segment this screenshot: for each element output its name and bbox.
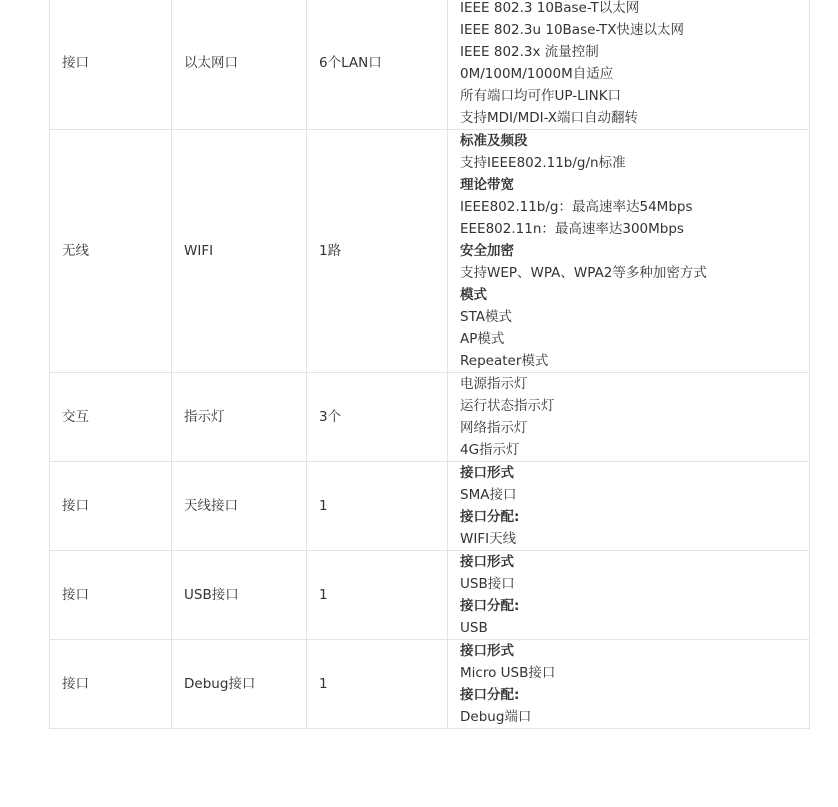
table-row <box>50 640 810 729</box>
detail-line: Repeater模式 <box>460 353 549 369</box>
detail-line: 0M/100M/1000M自适应 <box>460 66 614 82</box>
name-cell: 天线接口 <box>172 462 307 551</box>
detail-line: 运行状态指示灯 <box>460 398 555 414</box>
qty-cell: 1 <box>307 640 448 729</box>
table-row <box>50 0 810 130</box>
detail-line: 电源指示灯 <box>460 376 528 392</box>
detail-heading: 安全加密 <box>460 243 514 259</box>
name-cell: 指示灯 <box>172 373 307 462</box>
qty-cell: 6个LAN口 <box>307 0 448 130</box>
qty-cell: 1 <box>307 462 448 551</box>
detail-heading: 模式 <box>460 287 487 303</box>
table-row <box>50 462 810 551</box>
category-cell: 无线 <box>50 130 172 373</box>
spec-table-body <box>50 0 810 729</box>
detail-line: IEEE802.11b/g：最高速率达54Mbps <box>460 199 693 215</box>
detail-line: 4G指示灯 <box>460 442 520 458</box>
detail-heading: 接口形式 <box>460 643 514 659</box>
detail-line: WIFI天线 <box>460 531 517 547</box>
qty-cell: 1路 <box>307 130 448 373</box>
table-row <box>50 373 810 462</box>
detail-heading: 接口形式 <box>460 554 514 570</box>
detail-line: EEE802.11n：最高速率达300Mbps <box>460 221 684 237</box>
category-cell: 接口 <box>50 0 172 130</box>
detail-line: SMA接口 <box>460 487 517 503</box>
detail-heading: 接口分配: <box>460 687 520 703</box>
detail-line: IEEE 802.3u 10Base-TX快速以太网 <box>460 22 685 38</box>
detail-line: USB接口 <box>460 576 515 592</box>
name-cell: WIFI <box>172 130 307 373</box>
detail-line: 所有端口均可作UP-LINK口 <box>460 88 622 104</box>
detail-line: Micro USB接口 <box>460 665 556 681</box>
detail-line: 支持WEP、WPA、WPA2等多种加密方式 <box>460 265 707 281</box>
category-cell: 交互 <box>50 373 172 462</box>
detail-line: USB <box>460 620 488 636</box>
detail-line: IEEE 802.3x 流量控制 <box>460 44 599 60</box>
detail-line: 网络指示灯 <box>460 420 528 436</box>
detail-cell <box>448 0 810 130</box>
detail-cell <box>448 130 810 373</box>
detail-heading: 接口分配: <box>460 509 520 525</box>
detail-heading: 接口形式 <box>460 465 514 481</box>
detail-heading: 标准及频段 <box>460 133 528 149</box>
qty-cell: 3个 <box>307 373 448 462</box>
detail-line: IEEE 802.3 10Base-T以太网 <box>460 0 640 16</box>
name-cell: USB接口 <box>172 551 307 640</box>
detail-line: Debug端口 <box>460 709 532 725</box>
detail-cell <box>448 551 810 640</box>
detail-line: 支持MDI/MDI-X端口自动翻转 <box>460 110 639 126</box>
category-cell: 接口 <box>50 551 172 640</box>
spec-table <box>49 0 810 729</box>
qty-cell: 1 <box>307 551 448 640</box>
table-row <box>50 551 810 640</box>
detail-heading: 理论带宽 <box>460 177 514 193</box>
detail-cell <box>448 640 810 729</box>
detail-line: 支持IEEE802.11b/g/n标准 <box>460 155 626 171</box>
detail-line: AP模式 <box>460 331 505 347</box>
detail-heading: 接口分配: <box>460 598 520 614</box>
name-cell: 以太网口 <box>172 0 307 130</box>
name-cell: Debug接口 <box>172 640 307 729</box>
table-row <box>50 130 810 373</box>
detail-cell <box>448 462 810 551</box>
detail-line: STA模式 <box>460 309 513 325</box>
category-cell: 接口 <box>50 462 172 551</box>
detail-cell <box>448 373 810 462</box>
category-cell: 接口 <box>50 640 172 729</box>
